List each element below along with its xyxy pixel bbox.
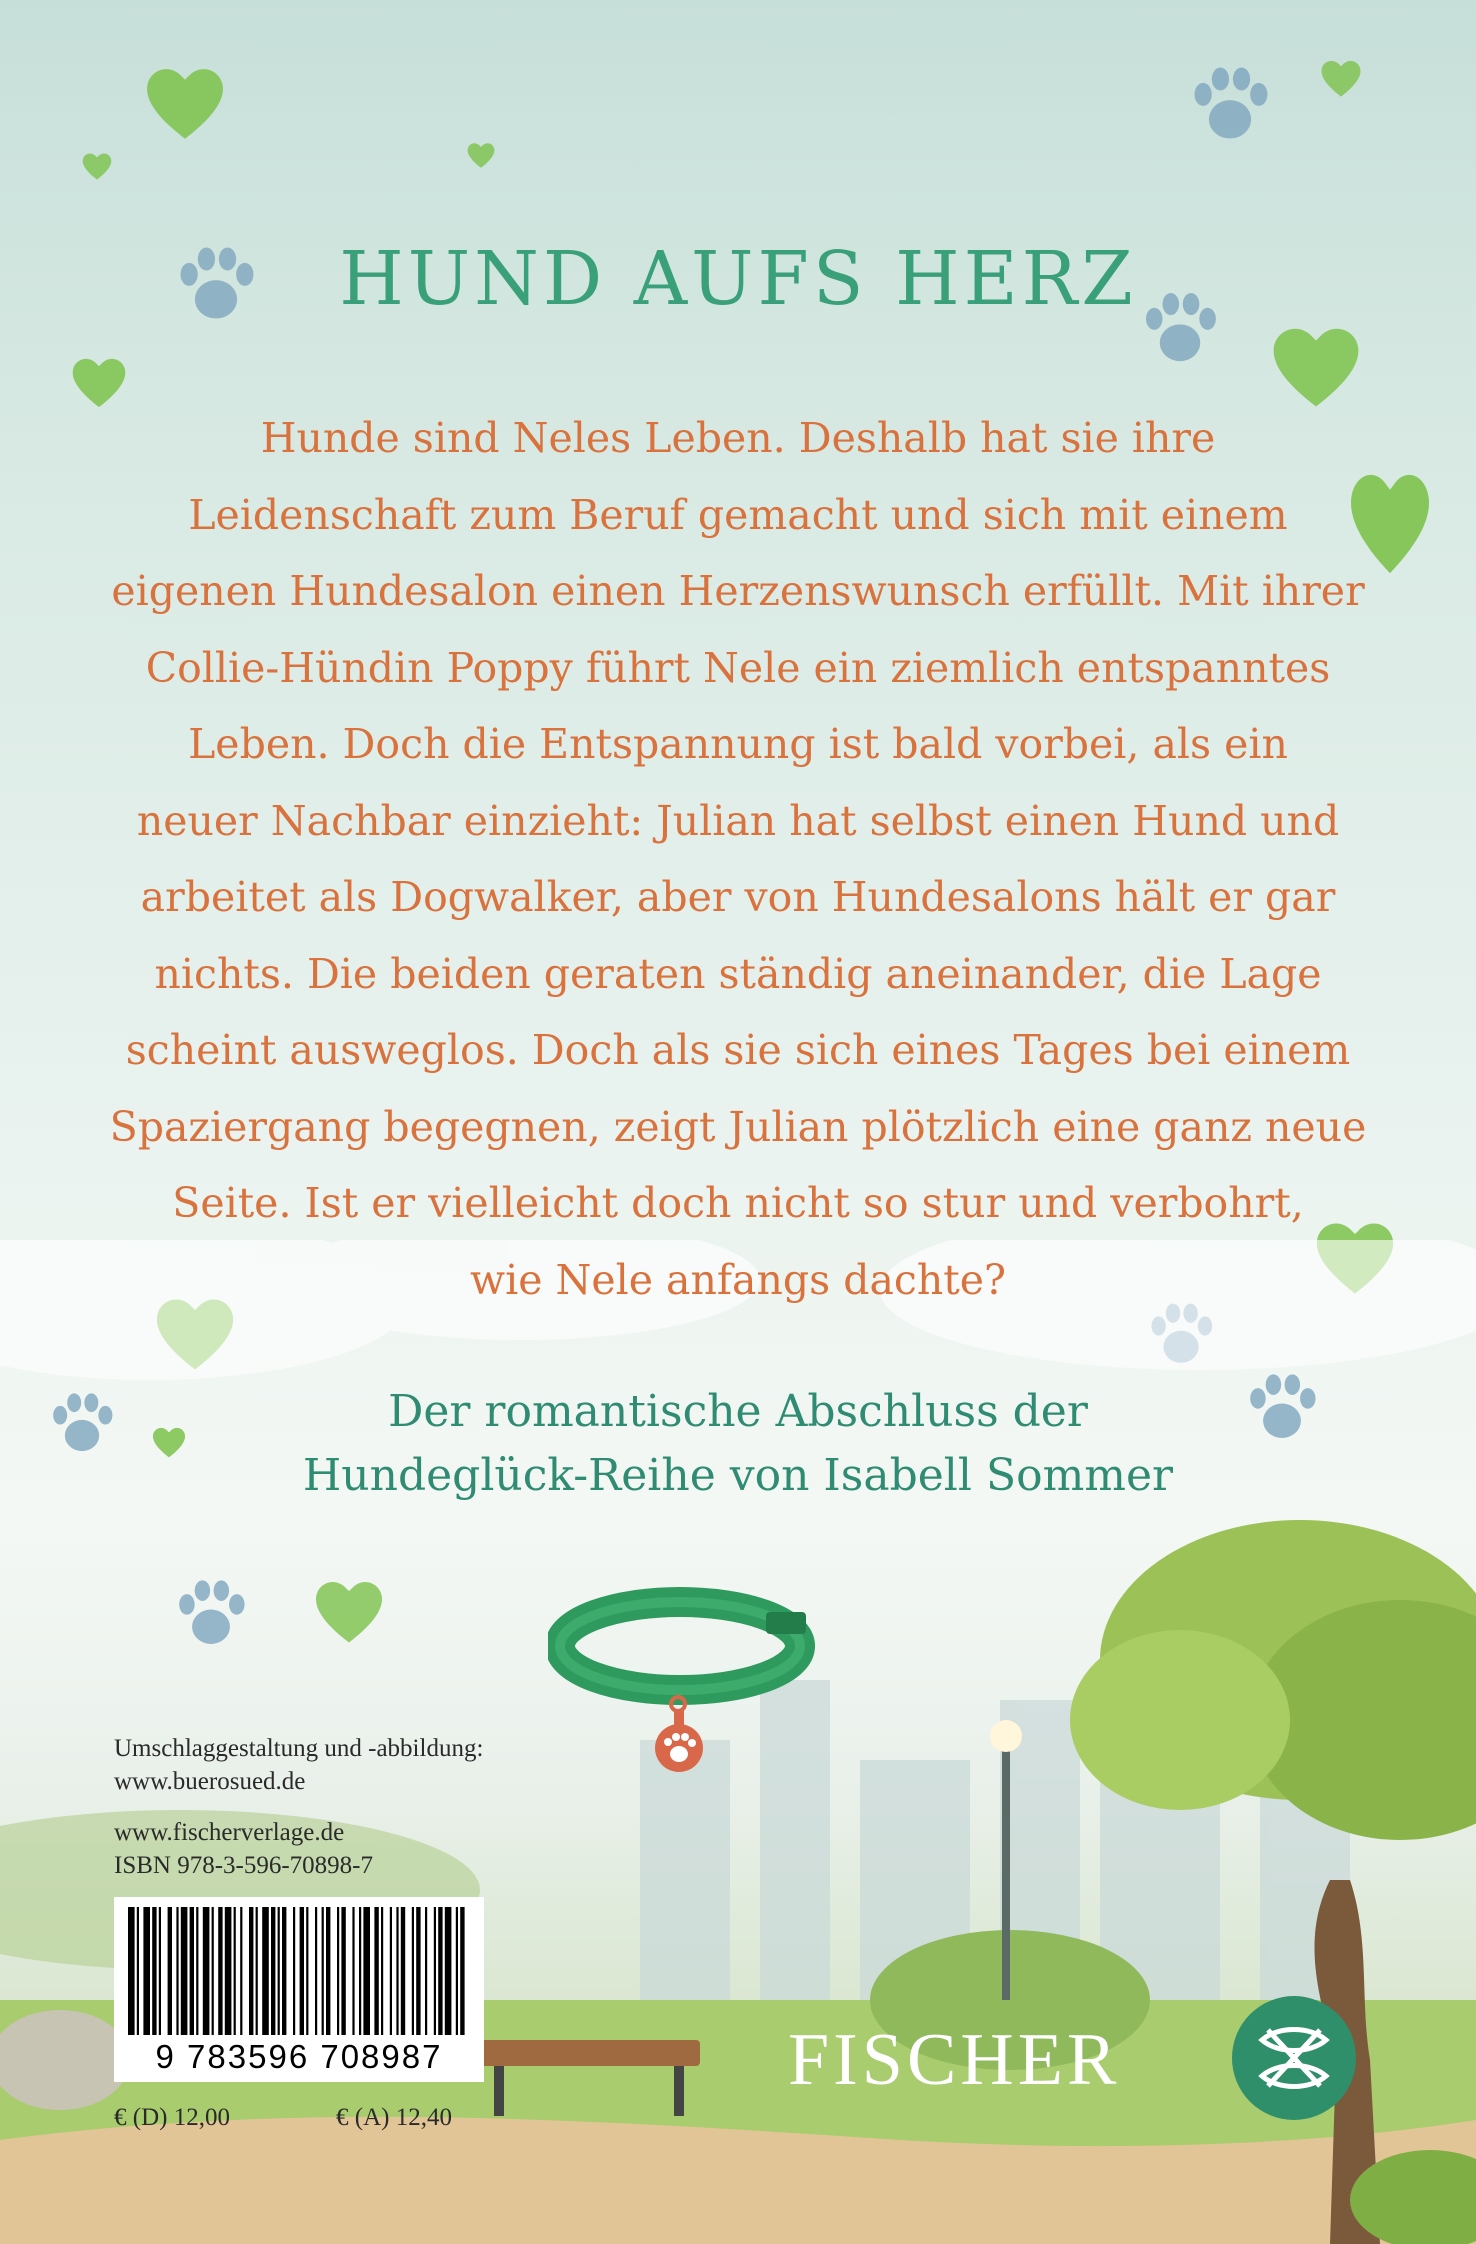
cover-design-url[interactable]: www.buerosued.de — [114, 1768, 306, 1795]
barcode-bar — [300, 1907, 304, 2035]
heart-icon — [80, 150, 114, 182]
barcode-bar — [315, 1907, 317, 2035]
barcode-bar — [249, 1907, 253, 2035]
barcode-bar — [374, 1907, 378, 2035]
barcode-bar — [278, 1907, 280, 2035]
barcode-bar — [196, 1907, 198, 2035]
barcode-bar — [425, 1907, 427, 2035]
paw-print-icon — [1178, 56, 1282, 152]
barcode-bar — [256, 1907, 258, 2035]
barcode-bar — [181, 1907, 188, 2035]
blurb-line: neuer Nachbar einzieht: Julian hat selbst einen Hund und — [136, 796, 1340, 845]
barcode-bar — [225, 1907, 232, 2035]
barcode-bar — [460, 1907, 464, 2035]
blurb-line: wie Nele anfangs dachte? — [469, 1255, 1007, 1304]
fischer-logo-icon — [1232, 1996, 1356, 2120]
barcode-bar — [143, 1907, 150, 2035]
blurb-line: Spaziergang begegnen, zeigt Julian plötzlich eine ganz neue — [109, 1102, 1367, 1151]
barcode-digits: 9 783596 708987 — [155, 2038, 443, 2075]
barcode-bar — [176, 1907, 178, 2035]
barcode-bar — [212, 1907, 214, 2035]
barcode-bar — [152, 1907, 156, 2035]
barcode-bar — [203, 1907, 210, 2035]
barcode-bar — [363, 1907, 370, 2035]
blurb-line: Collie-Hündin Poppy führt Nele ein ziemlich entspanntes — [145, 643, 1331, 692]
barcode-bar — [137, 1907, 139, 2035]
heart-icon — [465, 140, 497, 170]
barcode-bar — [359, 1907, 361, 2035]
dog-collar-icon — [548, 1576, 820, 1776]
barcode-bar — [262, 1907, 269, 2035]
barcode-bar — [456, 1907, 458, 2035]
barcode-bar — [381, 1907, 383, 2035]
isbn-barcode — [114, 1897, 484, 2082]
blurb-line: nichts. Die beiden geraten ständig aneinander, die Lage — [154, 949, 1322, 998]
barcode-bar — [341, 1907, 345, 2035]
barcode-bar — [240, 1907, 242, 2035]
blurb-line: eigenen Hundesalon einen Herzenswunsch erfüllt. Mit ihrer — [111, 567, 1365, 615]
barcode-bar — [412, 1907, 414, 2035]
heart-icon — [140, 60, 230, 145]
barcode-bar — [438, 1907, 442, 2035]
barcode-bar — [416, 1907, 420, 2035]
cover-design-label: Umschlaggestaltung und -abbildung: — [114, 1735, 484, 1762]
barcode-bar — [218, 1907, 222, 2035]
publisher-url[interactable]: www.fischerverlage.de — [114, 1819, 345, 1846]
book-blurb — [90, 400, 1386, 1318]
barcode-bar — [159, 1907, 161, 2035]
book-title: HUND AUFS HERZ — [339, 236, 1137, 322]
barcode-bar — [168, 1907, 172, 2035]
barcode-bar — [390, 1907, 392, 2035]
isbn: ISBN 978-3-596-70898-7 — [114, 1852, 374, 1879]
barcode-bar — [234, 1907, 236, 2035]
credits-block — [114, 1732, 483, 1882]
barcode-bar — [271, 1907, 275, 2035]
blurb-line: arbeitet als Dogwalker, aber von Hundesalons hält er gar — [140, 873, 1336, 921]
barcode-bar — [337, 1907, 339, 2035]
blurb-line: Leidenschaft zum Beruf gemacht und sich mit einem — [188, 490, 1288, 539]
barcode-bar — [352, 1907, 354, 2035]
blurb-line: Leben. Doch die Entspannung ist bald vorbei, als ein — [188, 720, 1288, 768]
barcode-bar — [282, 1907, 286, 2035]
blurb-line: scheint ausweglos. Doch als sie sich eines Tages bei einem — [125, 1026, 1351, 1074]
barcode-bar — [434, 1907, 436, 2035]
price-germany: € (D) 12,00 — [114, 2104, 230, 2131]
barcode-bar — [401, 1907, 405, 2035]
barcode-bar — [293, 1907, 295, 2035]
tagline-line: Hundeglück-Reihe von Isabell Sommer — [302, 1450, 1174, 1501]
barcode-bar — [322, 1907, 324, 2035]
heart-icon — [1318, 56, 1364, 100]
tagline-line: Der romantische Abschluss der — [388, 1386, 1088, 1437]
blurb-line: Hunde sind Neles Leben. Deshalb hat sie ihre — [260, 414, 1216, 462]
price-austria: € (A) 12,40 — [336, 2104, 452, 2131]
barcode-bar — [326, 1907, 330, 2035]
barcode-bar — [396, 1907, 398, 2035]
barcode-bar — [128, 1907, 135, 2035]
barcode-bar — [190, 1907, 194, 2035]
series-tagline — [0, 1380, 1476, 1508]
blurb-line: Seite. Ist er vielleicht doch nicht so stur und verbohrt, — [172, 1179, 1304, 1227]
barcode-bar — [306, 1907, 308, 2035]
barcode-bar — [445, 1907, 452, 2035]
publisher-name: FISCHER — [788, 2019, 1121, 2101]
